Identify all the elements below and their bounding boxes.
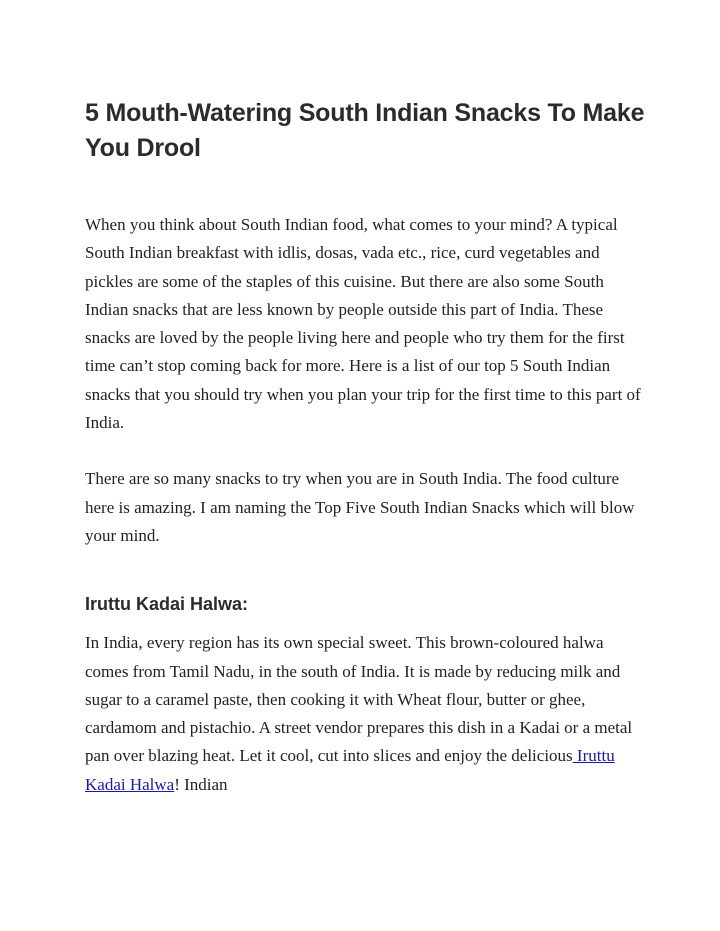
- document-page: [85, 96, 645, 799]
- article-title: 5 Mouth-Watering South Indian Snacks To Make You Drool: [85, 99, 645, 162]
- section-paragraph-text: In India, every region has its own special sweet. This brown-coloured halwa comes from Tamil Nadu, in the south of India. It is made by reducing milk and sugar to a caramel paste, then cooking it with Wheat flour, butter or ghee, cardamom and pistachio. A street vendor prepares this dish in a Kadai or a metal pan over blazing heat. Let it cool, cut into slices and enjoy the delicious: [85, 633, 633, 766]
- second-paragraph: There are so many snacks to try when you are in South India. The food culture here is amazing. I am naming the Top Five South Indian Snacks which will blow your mind.: [85, 469, 635, 545]
- section-paragraph-tail: ! Indian: [174, 774, 228, 794]
- section-heading: Iruttu Kadai Halwa:: [85, 594, 249, 615]
- iruttu-kadai-halwa-link[interactable]: Iruttu Kadai Halwa: [85, 746, 615, 794]
- intro-paragraph: When you think about South Indian food, what comes to your mind? A typical South Indian breakfast with idlis, dosas, vada etc., rice, curd vegetables and pickles are some of the staples of this cuisine. But there are also some South Indian snacks that are less known by people outside this part of India. These snacks are loved by the people living here and people who try them for the first time can’t stop coming back for more. Here is a list of our top 5 South Indian snacks that you should try when you plan your trip for the first time to this part of India.: [85, 215, 641, 433]
- section-paragraph: [85, 629, 645, 799]
